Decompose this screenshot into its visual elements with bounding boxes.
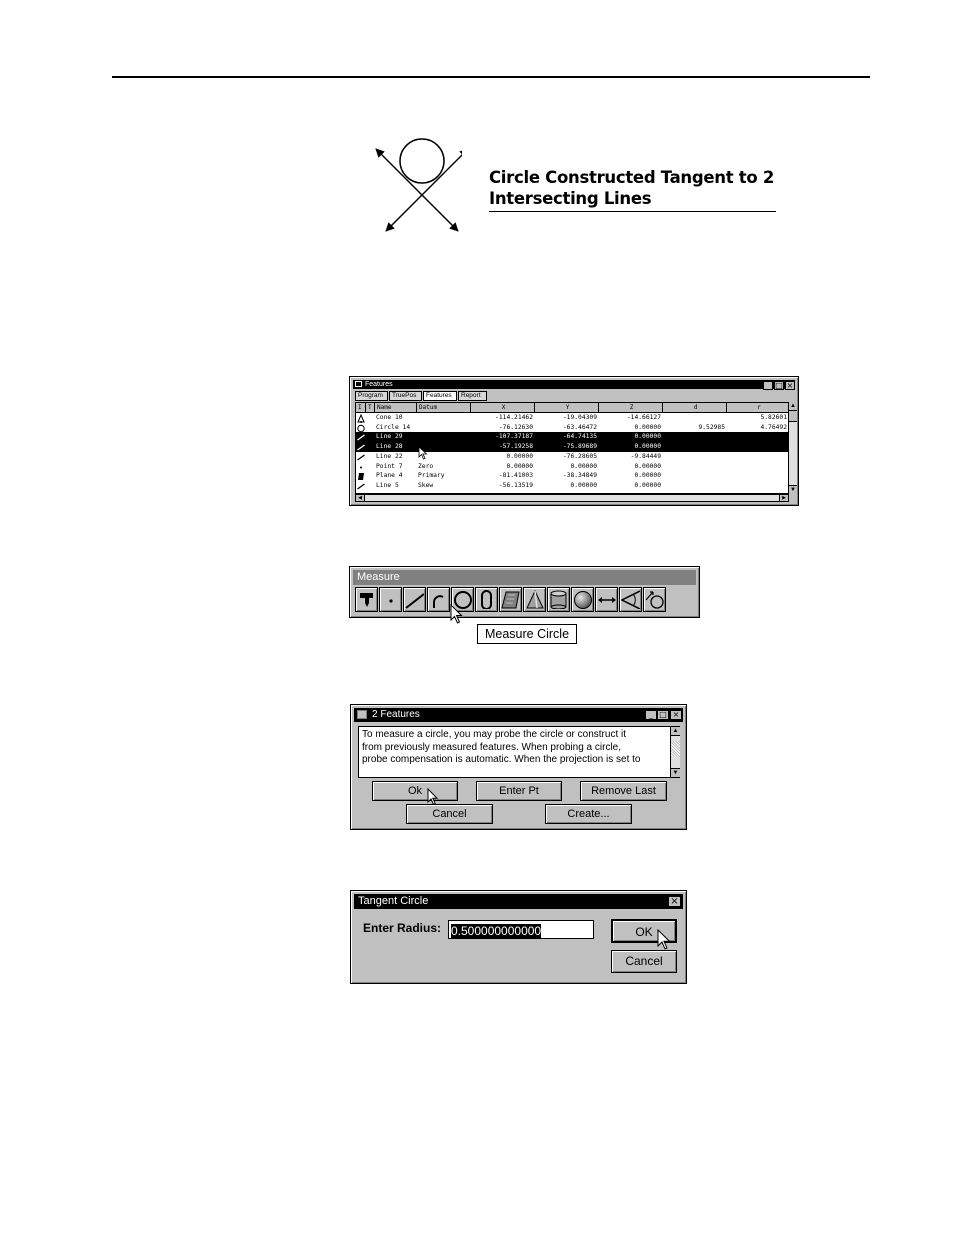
instruction-line: from previously measured features. When probing a circle, <box>362 741 622 753</box>
radius-input-value[interactable]: 0.500000000000 <box>451 924 542 938</box>
col-header-r[interactable]: r <box>727 403 789 412</box>
tangent-circle-dialog <box>350 890 687 984</box>
cone-icon <box>525 590 544 609</box>
features-window <box>349 376 799 506</box>
tab-program[interactable]: Program <box>355 391 388 401</box>
cell-z: 0.00000 <box>634 472 661 480</box>
cell-r: 5.82601 <box>760 414 787 421</box>
features-window-titlebar <box>353 380 795 389</box>
features-window-title: Features <box>365 381 393 388</box>
cell-y: -38.34849 <box>562 472 597 480</box>
close-button[interactable]: × <box>668 896 681 907</box>
col-header-y[interactable]: Y <box>535 403 599 412</box>
instruction-line: probe compensation is automatic. When the projection is set to <box>362 754 641 765</box>
window-menu-icon[interactable] <box>357 710 367 719</box>
cylinder-icon <box>549 590 568 609</box>
enter-pt-button[interactable]: Enter Pt <box>476 781 562 801</box>
scroll-down-icon[interactable]: ▼ <box>790 487 796 493</box>
close-button[interactable]: × <box>670 710 682 720</box>
cell-x: -76.12630 <box>498 423 533 431</box>
instruction-text <box>358 726 680 778</box>
window-menu-icon[interactable] <box>355 381 362 387</box>
cell-z: 0.00000 <box>634 433 661 441</box>
cell-z: -9.84449 <box>630 452 661 460</box>
cell-y: 0.00000 <box>570 462 597 470</box>
sphere-tool-button[interactable] <box>571 587 594 612</box>
slot-tool-button[interactable] <box>475 587 498 612</box>
line-icon <box>405 590 424 609</box>
tangent-circle-icon <box>645 590 664 609</box>
grid-header <box>356 403 789 413</box>
features-dialog-title: 2 Features <box>372 709 420 720</box>
cell-x: -81.41003 <box>498 472 533 480</box>
scroll-up-icon[interactable]: ▲ <box>790 403 796 409</box>
cell-datum: Skew <box>418 481 434 489</box>
tab-truepos[interactable]: TruePos <box>389 391 422 401</box>
cell-x: -56.13519 <box>498 481 533 489</box>
arc-icon <box>429 590 448 609</box>
arc-tool-button[interactable] <box>427 587 450 612</box>
sphere-icon <box>573 590 592 609</box>
cell-z: -14.66127 <box>626 414 661 421</box>
col-header-name[interactable]: Name <box>375 403 417 412</box>
probe-icon <box>357 590 376 609</box>
col-header-t[interactable]: T <box>366 403 375 412</box>
cancel-button[interactable]: Cancel <box>611 950 677 973</box>
cell-y: -76.28605 <box>562 452 597 460</box>
cell-d: 9.52985 <box>698 423 725 431</box>
features-dialog-titlebar <box>354 708 683 722</box>
cell-datum: Zero <box>418 462 434 470</box>
measure-toolbar <box>349 566 700 618</box>
instruction-line: To measure a circle, you may probe the circle or construct it <box>362 729 626 740</box>
cell-x: -114.21462 <box>495 414 533 421</box>
tab-report[interactable]: Report <box>458 391 487 401</box>
cell-x: -107.37187 <box>495 433 533 441</box>
cell-name: Line 22 <box>376 452 403 460</box>
cell-y: 0.00000 <box>570 481 597 489</box>
probe-tool-button[interactable] <box>355 587 378 612</box>
scroll-down-icon[interactable]: ▼ <box>672 770 679 776</box>
cell-z: 0.00000 <box>634 443 661 451</box>
scroll-right-icon[interactable]: ▶ <box>779 495 788 501</box>
plane-icon <box>501 590 520 609</box>
line-icon <box>357 482 365 494</box>
angle-tool-button[interactable] <box>619 587 642 612</box>
minimize-button[interactable]: _ <box>645 710 657 720</box>
point-icon <box>381 590 400 609</box>
section-heading-line2: Intersecting Lines <box>489 189 652 208</box>
scroll-up-icon[interactable]: ▲ <box>672 728 679 734</box>
radius-label: Enter Radius: <box>363 921 442 935</box>
maximize-button[interactable]: □ <box>657 710 669 720</box>
section-heading <box>489 167 774 209</box>
cell-y: -75.89689 <box>562 443 597 451</box>
cell-x: 0.00000 <box>506 462 533 470</box>
table-row[interactable] <box>356 413 789 423</box>
heading-rule <box>489 211 776 212</box>
cell-name: Plane 4 <box>376 472 403 480</box>
point-tool-button[interactable] <box>379 587 402 612</box>
cell-x: -57.19258 <box>498 443 533 451</box>
cell-y: -63.46472 <box>562 423 597 431</box>
table-row[interactable] <box>356 471 789 481</box>
cell-name: Line 28 <box>376 443 403 451</box>
minimize-button[interactable]: _ <box>763 381 773 390</box>
measure-circle-tooltip: Measure Circle <box>477 624 577 644</box>
distance-icon <box>597 590 616 609</box>
line-tool-button[interactable] <box>403 587 426 612</box>
cancel-button[interactable]: Cancel <box>406 804 493 824</box>
col-header-i[interactable]: I <box>356 403 366 412</box>
radius-input[interactable] <box>448 920 594 939</box>
angle-icon <box>621 590 640 609</box>
mouse-cursor-icon <box>427 788 439 806</box>
plane-tool-button[interactable] <box>499 587 522 612</box>
tangent-circle-figure-icon <box>370 132 462 236</box>
top-rule <box>112 76 870 78</box>
cell-z: 0.00000 <box>634 462 661 470</box>
horizontal-scrollbar[interactable] <box>355 494 789 502</box>
mouse-cursor-icon <box>450 604 463 624</box>
cone-tool-button[interactable] <box>523 587 546 612</box>
cell-name: Cone 10 <box>376 414 403 421</box>
cell-r: 4.76492 <box>760 423 787 431</box>
col-header-x[interactable]: X <box>471 403 535 412</box>
mouse-cursor-icon <box>418 446 428 460</box>
table-row[interactable] <box>356 423 789 433</box>
section-heading-line1: Circle Constructed Tangent to 2 <box>489 168 775 187</box>
table-row[interactable] <box>356 462 789 472</box>
cell-name: Point 7 <box>376 462 403 470</box>
cell-name: Line 5 <box>376 481 399 489</box>
close-button[interactable]: × <box>786 381 794 390</box>
tangent-circle-tool-button[interactable] <box>643 587 666 612</box>
table-row[interactable] <box>356 432 789 442</box>
scroll-left-icon[interactable]: ◀ <box>356 495 365 501</box>
create-button[interactable]: Create... <box>545 804 632 824</box>
col-header-d[interactable]: d <box>663 403 727 412</box>
scroll-thumb[interactable] <box>789 411 797 422</box>
scroll-track[interactable] <box>671 741 680 757</box>
cell-name: Line 29 <box>376 433 403 441</box>
remove-last-button[interactable]: Remove Last <box>580 781 667 801</box>
instruction-scrollbar[interactable] <box>670 727 680 777</box>
tangent-dialog-title: Tangent Circle <box>358 895 429 907</box>
ok-button[interactable]: Ok <box>372 781 458 801</box>
measure-toolbar-title: Measure <box>357 571 400 583</box>
slot-icon <box>477 590 496 609</box>
features-dialog <box>350 704 687 830</box>
maximize-button[interactable]: □ <box>775 381 783 390</box>
table-row[interactable] <box>356 481 789 491</box>
cell-datum: Primary <box>418 472 445 480</box>
ok-button[interactable]: OK <box>611 919 677 943</box>
vertical-scrollbar[interactable] <box>788 402 797 494</box>
mouse-cursor-icon <box>657 929 671 950</box>
cell-y: -64.74135 <box>562 433 597 441</box>
col-header-z[interactable]: Z <box>599 403 663 412</box>
cell-name: Circle 14 <box>376 423 411 431</box>
col-header-datum[interactable]: Datum <box>417 403 471 412</box>
measure-toolbar-titlebar <box>353 570 696 585</box>
cell-z: 0.00000 <box>634 481 661 489</box>
cell-x: 0.00000 <box>506 452 533 460</box>
tab-features[interactable]: Features <box>423 391 457 401</box>
cell-y: -19.04309 <box>562 414 597 421</box>
distance-tool-button[interactable] <box>595 587 618 612</box>
cylinder-tool-button[interactable] <box>547 587 570 612</box>
cell-z: 0.00000 <box>634 423 661 431</box>
tangent-dialog-titlebar <box>354 894 683 909</box>
